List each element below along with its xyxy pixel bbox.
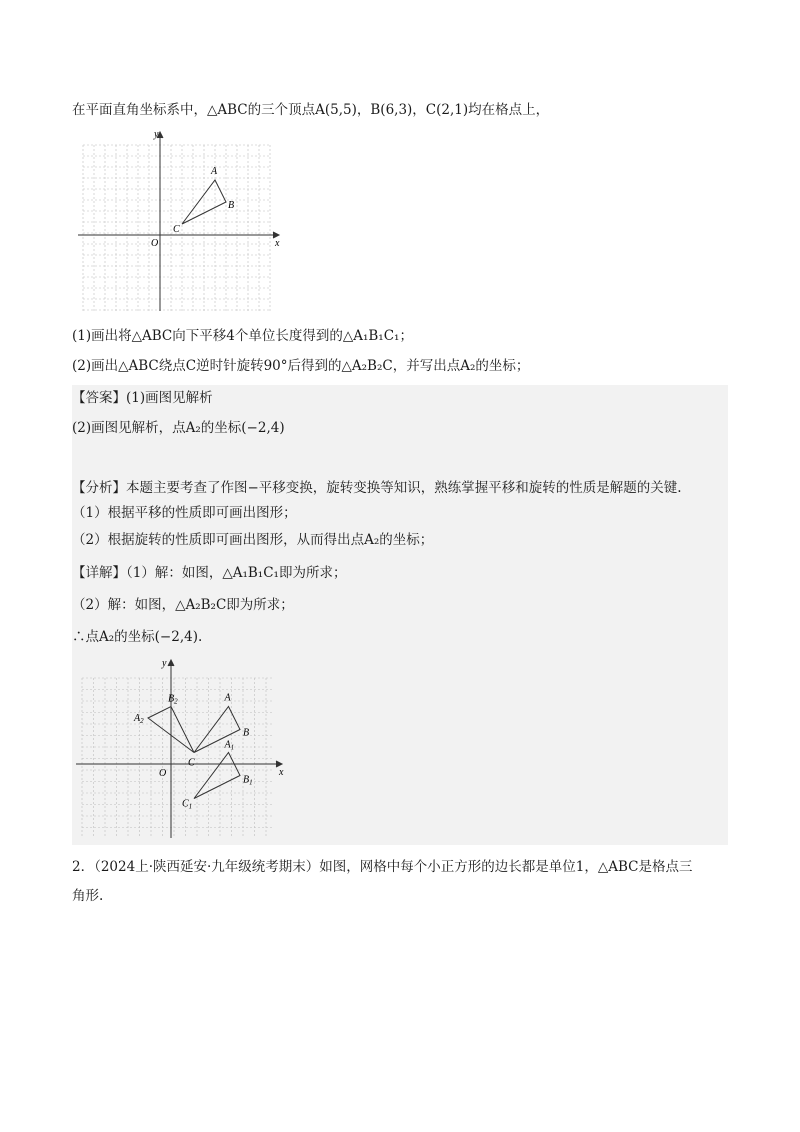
point-label-b1: $B_1$ [243, 774, 253, 787]
problem2-line1: 2．（2024上·陕西延安·九年级统考期末）如图，网格中每个小正方形的边长都是单位1，△ABC是格点三 [72, 859, 693, 875]
problem1-intro: 在平面直角坐标系中，△ABC的三个顶点A(5,5)，B(6,3)，C(2,1)均在格点上， [72, 102, 550, 118]
point-label-c1: $C_1$ [182, 798, 193, 811]
answer-line2: (2)画图见解析，点A₂的坐标(−2,4) [72, 420, 285, 436]
coordinate-graph-2 [76, 655, 291, 840]
graph2-y-label: y [162, 658, 167, 669]
graph1-axes [78, 132, 279, 311]
coordinate-graph-1 [78, 125, 288, 315]
point-label-c: C [173, 224, 180, 235]
detail-line2: （2）解：如图，△A₂B₂C即为所求； [72, 597, 294, 613]
graph1-x-label: x [275, 238, 280, 249]
problem2-line2: 角形. [72, 888, 104, 904]
point-label-a: A [224, 692, 231, 704]
point-label-a: A [211, 166, 218, 177]
graph2-x-label: x [279, 767, 284, 778]
problem1-question2: (2)画出△ABC绕点C逆时针旋转90°后得到的△A₂B₂C，并写出点A₂的坐标； [72, 358, 530, 374]
point-label-b: B [228, 200, 235, 211]
answer-line1: 【答案】(1)画图见解析 [72, 390, 213, 406]
point-label-b: B [243, 727, 250, 739]
graph2-y-arrow [168, 660, 174, 666]
graph2-grid [82, 678, 274, 838]
analysis-line1: 【分析】本题主要考查了作图−平移变换，旋转变换等知识，熟练掌握平移和旋转的性质是解题的关键. [72, 480, 682, 496]
point-label-b2: $B_2$ [168, 693, 178, 706]
graph1-y-label: y [154, 129, 159, 140]
analysis-line2: （1）根据平移的性质即可画出图形； [72, 505, 297, 521]
graph2-axes [76, 660, 282, 838]
graph2-triangle-a1b1c1 [194, 753, 240, 799]
detail-line1: 【详解】（1）解：如图，△A₁B₁C₁即为所求； [72, 565, 347, 581]
graph1-origin-label: O [151, 238, 159, 249]
graph2-origin-label: O [159, 768, 167, 779]
detail-line3: ∴点A₂的坐标(−2,4). [72, 629, 203, 645]
point-label-c: C [188, 757, 195, 769]
point-label-a1: $A_1$ [224, 739, 235, 752]
analysis-line3: （2）根据旋转的性质即可画出图形，从而得出点A₂的坐标； [72, 532, 434, 548]
problem1-question1: (1)画出将△ABC向下平移4个单位长度得到的△A₁B₁C₁； [72, 328, 413, 344]
point-label-a2: $A_2$ [134, 713, 144, 725]
